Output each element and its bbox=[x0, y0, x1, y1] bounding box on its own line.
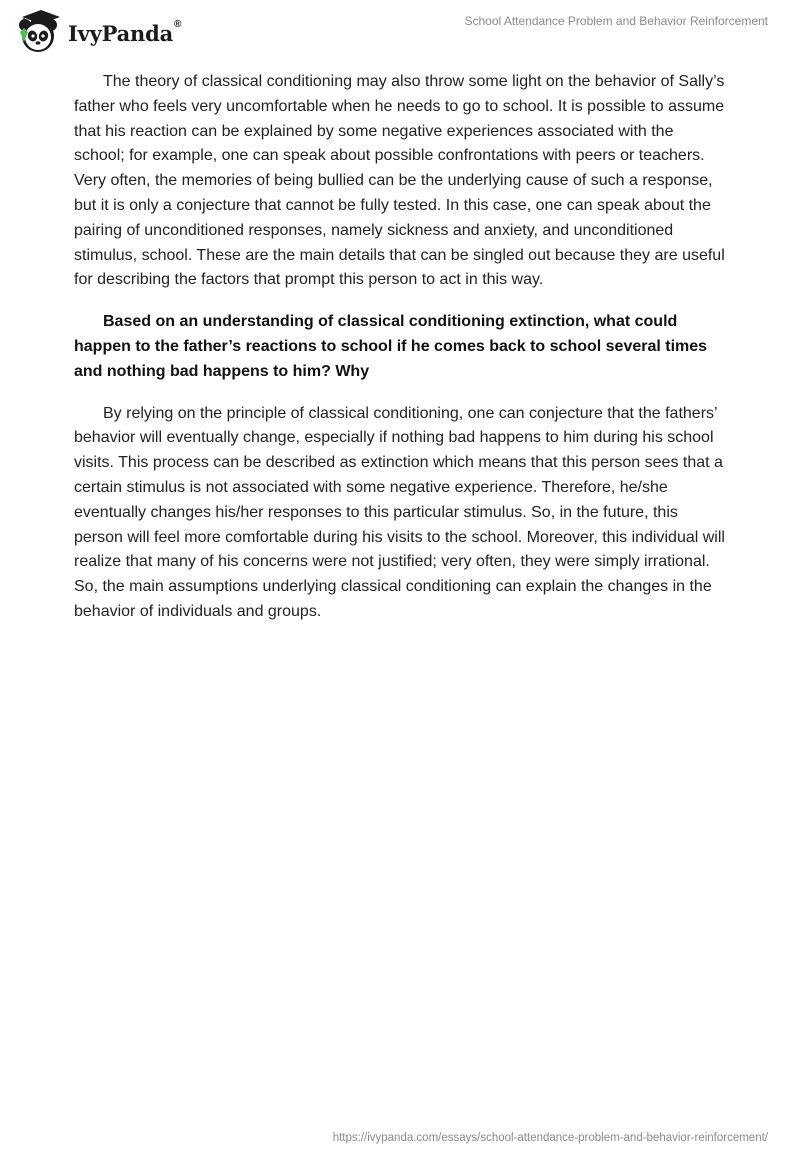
document-running-title: School Attendance Problem and Behavior Reinforcement bbox=[464, 14, 768, 28]
brand-name bbox=[68, 18, 182, 46]
brand-text: IvyPanda bbox=[68, 20, 174, 46]
question-heading: Based on an understanding of classical conditioning extinction, what could happen to the father’s reactions to school if he comes back to school several times and nothing bad happens to him? Why bbox=[74, 313, 708, 380]
essay-body bbox=[74, 70, 726, 642]
body-paragraph: The theory of classical conditioning may also throw some light on the behavior of Sally’s father who feels very uncomfortable when he needs to go to school. It is possible to assume that his reaction can be explained by some negative experiences associated with the school; for example, one can speak about possible confrontations with peers or teachers. Very often, the memories of being bullied can be the underlying cause of such a response, but it is only a conjecture that cannot be fully tested. In this case, one can speak about the pairing of unconditioned responses, namely sickness and anxiety, and unconditioned stimulus, school. These are the main details that can be singled out because they are useful for describing the factors that prompt this person to act in this way. bbox=[74, 73, 725, 289]
source-url[interactable]: https://ivypanda.com/essays/school-attendance-problem-and-behavior-reinforcement/ bbox=[332, 1132, 768, 1144]
panda-graduate-icon bbox=[14, 8, 64, 56]
body-paragraph: By relying on the principle of classical conditioning, one can conjecture that the fathers’ behavior will eventually change, especially if nothing bad happens to him during his school visits. This process can be described as extinction which means that this person sees that a certain stimulus is not associated with some negative experience. Therefore, he/she eventually changes his/her responses to this particular stimulus. So, in the future, this person will feel more comfortable during his visits to the school. Moreover, this individual will realize that many of his concerns were not justified; very often, they were simply irrational. So, the main assumptions underlying classical conditioning can explain the changes in the behavior of individuals and groups. bbox=[74, 404, 725, 620]
page-header bbox=[0, 0, 800, 62]
registered-mark: ® bbox=[174, 18, 182, 30]
ivypanda-logo[interactable] bbox=[14, 8, 181, 56]
